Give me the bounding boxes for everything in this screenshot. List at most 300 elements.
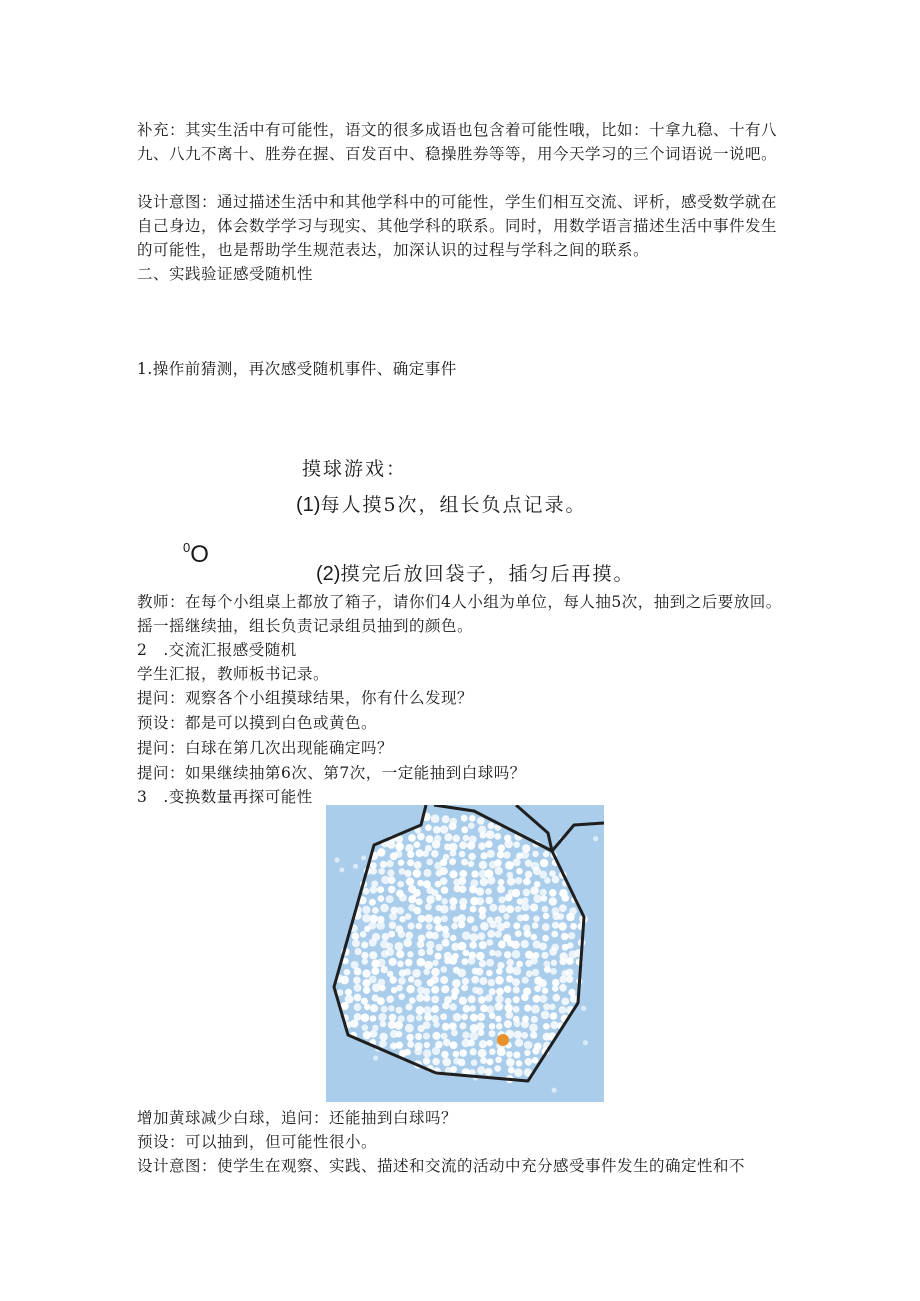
- white-ball: [382, 933, 390, 941]
- white-ball: [406, 1034, 413, 1041]
- white-ball: [431, 814, 440, 823]
- white-ball: [389, 921, 397, 929]
- white-ball: [486, 1005, 494, 1013]
- white-ball: [498, 896, 505, 903]
- white-ball: [433, 1021, 440, 1028]
- white-ball: [431, 996, 439, 1004]
- white-ball: [530, 957, 537, 964]
- white-ball: [388, 931, 395, 938]
- white-ball: [516, 961, 523, 968]
- white-ball: [397, 961, 404, 968]
- white-ball: [432, 1058, 440, 1066]
- white-ball: [396, 1007, 403, 1014]
- white-ball: [489, 1048, 496, 1055]
- white-ball: [505, 998, 512, 1005]
- question-line: 提问：白球在第几次出现能确定吗？: [137, 739, 394, 757]
- white-ball: [441, 1051, 448, 1058]
- white-ball: [477, 1013, 485, 1021]
- step-3-heading: 3 .变换数量再探可能性: [137, 788, 313, 806]
- white-ball: [479, 861, 488, 870]
- white-ball: [532, 1057, 539, 1064]
- white-ball: [530, 1032, 537, 1039]
- white-ball: [368, 921, 376, 929]
- white-ball: [505, 1004, 513, 1012]
- white-ball: [417, 958, 426, 967]
- white-ball: [468, 822, 475, 829]
- white-ball: [436, 895, 442, 901]
- white-ball: [417, 833, 425, 841]
- teacher-paragraph: 教师：在每个小组桌上都放了箱子，请你们4人小组为单位，每人抽5次，抽到之后要放回。摇一摇继续抽，组长负责记录组员抽到的颜色。: [137, 593, 782, 635]
- white-ball: [449, 1003, 457, 1011]
- white-ball: [469, 815, 476, 822]
- preset-line: 预设：都是可以摸到白色或黄色。: [137, 714, 378, 732]
- white-ball: [552, 985, 558, 991]
- white-ball: [515, 1039, 523, 1047]
- white-ball: [559, 1006, 567, 1014]
- white-ball: [525, 951, 533, 959]
- white-ball: [479, 941, 487, 949]
- white-ball: [458, 1059, 466, 1067]
- white-ball: [370, 1015, 377, 1022]
- white-ball: [453, 1051, 460, 1058]
- white-ball: [431, 1005, 439, 1013]
- white-ball: [504, 986, 511, 993]
- white-ball: [350, 1019, 358, 1027]
- white-ball: [559, 922, 567, 930]
- white-ball: [534, 985, 541, 992]
- white-ball: [380, 904, 389, 913]
- white-ball: [361, 941, 368, 948]
- stray-superscript: 0: [183, 540, 191, 555]
- white-ball: [355, 948, 362, 955]
- white-ball: [566, 969, 574, 977]
- white-ball: [479, 913, 486, 920]
- white-ball: [505, 1011, 513, 1019]
- white-ball: [525, 871, 533, 879]
- white-ball: [506, 959, 513, 966]
- white-ball: [468, 957, 476, 965]
- white-ball: [386, 995, 394, 1003]
- white-ball: [559, 984, 567, 992]
- white-ball: [398, 860, 404, 866]
- white-ball: [552, 1088, 557, 1093]
- white-ball: [431, 976, 439, 984]
- white-ball: [461, 859, 468, 866]
- white-ball: [566, 913, 575, 922]
- white-ball: [388, 876, 396, 884]
- white-ball: [490, 921, 497, 928]
- white-ball: [506, 905, 514, 913]
- white-ball: [380, 861, 387, 868]
- white-ball: [431, 850, 439, 858]
- white-ball: [399, 916, 405, 922]
- white-ball: [363, 1031, 371, 1039]
- white-ball: [416, 898, 423, 905]
- white-ball: [505, 861, 514, 870]
- white-ball: [559, 904, 567, 912]
- white-ball: [507, 872, 514, 879]
- white-ball: [568, 932, 575, 939]
- white-ball: [480, 878, 488, 886]
- white-ball: [442, 931, 450, 939]
- white-ball: [449, 822, 457, 830]
- white-ball: [521, 1032, 528, 1039]
- white-ball: [478, 842, 486, 850]
- white-ball: [461, 984, 468, 991]
- preset-line: 预设：可以抽到，但可能性很小。: [137, 1133, 378, 1151]
- white-ball: [442, 1023, 450, 1031]
- white-ball: [567, 942, 573, 948]
- white-ball: [471, 976, 479, 984]
- white-ball: [404, 968, 411, 975]
- white-ball: [399, 868, 406, 875]
- white-ball: [414, 979, 422, 987]
- white-ball: [381, 1006, 388, 1013]
- white-ball: [387, 841, 395, 849]
- white-ball: [495, 867, 503, 875]
- white-ball: [450, 935, 457, 942]
- white-ball: [389, 1014, 397, 1022]
- question-line: 提问：观察各个小组摸球结果，你有什么发现？: [137, 689, 474, 707]
- white-ball: [557, 913, 564, 920]
- white-ball: [381, 966, 388, 973]
- white-ball: [476, 887, 484, 895]
- white-ball: [459, 1022, 466, 1029]
- white-ball: [371, 967, 379, 975]
- white-ball: [459, 870, 467, 878]
- white-ball: [459, 1049, 467, 1057]
- white-ball: [543, 1003, 550, 1010]
- white-ball: [470, 1014, 478, 1022]
- white-ball: [498, 905, 507, 914]
- question-line: 提问：如果继续抽第6次、第7次，一定能抽到白球吗？: [137, 764, 526, 782]
- white-ball: [460, 903, 467, 910]
- white-ball: [513, 922, 520, 929]
- white-ball: [461, 826, 468, 833]
- white-ball: [570, 923, 577, 930]
- white-ball: [441, 1033, 448, 1040]
- white-ball: [414, 841, 421, 848]
- white-ball: [479, 960, 486, 967]
- white-ball: [405, 913, 412, 920]
- white-ball: [339, 867, 344, 872]
- white-ball: [478, 932, 486, 940]
- white-ball: [522, 977, 529, 984]
- white-ball: [544, 877, 551, 884]
- white-ball: [440, 877, 448, 885]
- white-ball: [549, 1004, 555, 1010]
- white-ball: [559, 976, 567, 984]
- white-ball: [533, 894, 542, 903]
- white-ball: [432, 840, 441, 849]
- white-ball: [362, 1024, 369, 1031]
- yellow-ball: [497, 1034, 509, 1046]
- white-ball: [503, 851, 510, 858]
- white-ball: [516, 1060, 522, 1066]
- white-ball: [496, 988, 504, 996]
- white-ball: [566, 957, 574, 965]
- white-ball: [370, 886, 378, 894]
- white-ball: [395, 842, 404, 851]
- white-ball: [470, 1032, 479, 1041]
- white-ball: [426, 835, 434, 843]
- white-ball: [441, 915, 448, 922]
- white-ball: [377, 997, 385, 1005]
- white-ball: [524, 930, 532, 938]
- white-ball: [530, 886, 539, 895]
- white-ball: [494, 833, 501, 840]
- white-ball: [486, 970, 493, 977]
- white-ball: [543, 1023, 550, 1030]
- white-ball: [471, 870, 478, 877]
- student-report-line: 学生汇报，教师板书记录。: [137, 665, 330, 683]
- white-ball: [362, 969, 370, 977]
- white-ball: [372, 983, 381, 992]
- white-ball: [440, 905, 449, 914]
- white-ball: [404, 1049, 411, 1056]
- white-ball: [397, 881, 404, 888]
- white-ball: [335, 857, 340, 862]
- white-ball: [496, 1023, 503, 1030]
- white-ball: [552, 876, 560, 884]
- white-ball: [416, 994, 424, 1002]
- white-ball: [440, 825, 449, 834]
- white-ball: [372, 907, 379, 914]
- white-ball: [425, 914, 434, 923]
- white-ball: [377, 959, 386, 968]
- white-ball: [424, 1013, 432, 1021]
- white-ball: [396, 1031, 403, 1038]
- white-ball: [450, 1041, 458, 1049]
- white-ball: [432, 1047, 440, 1055]
- white-ball: [353, 977, 361, 985]
- stray-char: O: [190, 541, 209, 568]
- white-ball: [514, 1031, 522, 1039]
- white-ball: [450, 1066, 457, 1073]
- white-ball: [432, 1032, 440, 1040]
- white-ball: [513, 1052, 520, 1059]
- white-ball: [379, 1040, 387, 1048]
- white-ball: [570, 995, 578, 1003]
- white-ball: [476, 968, 484, 976]
- white-ball: [426, 941, 434, 949]
- white-ball: [362, 958, 369, 965]
- white-ball: [467, 916, 474, 923]
- white-ball: [515, 906, 522, 913]
- white-ball: [405, 932, 413, 940]
- white-ball: [494, 1065, 501, 1072]
- white-ball: [553, 994, 561, 1002]
- stray-mark: [183, 540, 209, 569]
- white-ball: [423, 1021, 431, 1029]
- white-ball: [442, 1002, 449, 1009]
- white-ball: [440, 966, 447, 973]
- white-ball: [404, 870, 411, 877]
- white-ball: [414, 1048, 422, 1056]
- white-ball: [489, 950, 496, 957]
- white-ball: [353, 864, 358, 869]
- white-ball: [453, 1013, 462, 1022]
- white-ball: [436, 944, 443, 951]
- white-ball: [507, 877, 515, 885]
- white-ball: [416, 1006, 425, 1015]
- white-ball: [533, 995, 541, 1003]
- white-ball: [354, 994, 362, 1002]
- white-ball: [461, 1014, 468, 1021]
- white-ball: [552, 922, 559, 929]
- white-ball: [369, 899, 376, 906]
- white-ball: [442, 939, 450, 947]
- rule-number: (1): [296, 494, 321, 516]
- white-ball: [369, 939, 377, 947]
- white-ball: [407, 1014, 415, 1022]
- white-ball: [457, 969, 466, 978]
- white-ball: [487, 1058, 494, 1065]
- white-ball: [480, 1057, 487, 1064]
- white-ball: [378, 895, 385, 902]
- white-ball: [504, 1020, 512, 1028]
- white-ball: [426, 859, 433, 866]
- white-ball: [524, 1005, 531, 1012]
- white-ball: [478, 1029, 485, 1036]
- white-ball: [524, 1050, 530, 1056]
- white-ball: [370, 1004, 378, 1012]
- white-ball: [426, 895, 435, 904]
- white-ball: [416, 1015, 423, 1022]
- white-ball: [542, 906, 549, 913]
- white-ball: [417, 941, 425, 949]
- white-ball: [508, 1067, 515, 1074]
- white-ball: [532, 851, 538, 857]
- white-ball: [451, 993, 458, 1000]
- white-ball: [407, 851, 414, 858]
- white-ball: [506, 1058, 515, 1067]
- white-ball: [523, 889, 531, 897]
- white-ball: [477, 817, 485, 825]
- white-ball: [550, 1012, 558, 1020]
- white-ball: [398, 977, 406, 985]
- white-ball: [495, 1057, 502, 1064]
- white-ball: [417, 880, 424, 887]
- white-ball: [512, 978, 520, 986]
- white-ball: [408, 976, 415, 983]
- white-ball: [361, 1013, 370, 1022]
- white-ball: [376, 921, 385, 930]
- game-rule-2: [316, 559, 634, 586]
- white-ball: [467, 841, 475, 849]
- white-ball: [416, 849, 424, 857]
- white-ball: [458, 921, 465, 928]
- white-ball: [396, 950, 404, 958]
- white-ball: [449, 956, 457, 964]
- white-ball: [379, 1033, 387, 1041]
- white-ball: [495, 1016, 502, 1023]
- white-ball: [423, 988, 431, 996]
- white-ball: [462, 1031, 470, 1039]
- white-ball: [361, 952, 368, 959]
- white-ball: [498, 844, 505, 851]
- white-ball: [449, 870, 457, 878]
- white-ball: [583, 1040, 588, 1045]
- white-ball: [479, 1040, 487, 1048]
- white-ball: [494, 859, 502, 867]
- white-ball: [512, 889, 520, 897]
- white-ball: [435, 924, 443, 932]
- white-ball: [440, 859, 447, 866]
- white-ball: [450, 850, 457, 857]
- white-ball: [504, 951, 511, 958]
- design-intent-paragraph: 设计意图：通过描述生活中和其他学科中的可能性，学生们相互交流、评析，感受数学就在自己身边，体会数学学习与现实、其他学科的联系。同时，用数学语言描述生活中事件发生的可能性，也是帮助学生规范表达，加深认识的过程与学科之间的联系。: [137, 193, 778, 259]
- white-ball: [386, 948, 394, 956]
- white-ball: [413, 869, 421, 877]
- white-ball: [476, 987, 484, 995]
- white-ball: [453, 835, 461, 843]
- white-ball: [550, 1021, 558, 1029]
- white-ball: [495, 976, 504, 985]
- white-ball: [531, 1005, 540, 1014]
- white-ball: [469, 941, 477, 949]
- white-ball: [406, 877, 414, 885]
- white-ball: [540, 859, 548, 867]
- white-ball: [468, 1039, 475, 1046]
- white-ball: [486, 959, 494, 967]
- white-ball: [489, 1013, 496, 1020]
- white-ball: [530, 903, 538, 911]
- white-ball: [542, 923, 550, 931]
- white-ball: [540, 889, 547, 896]
- white-ball: [459, 851, 466, 858]
- white-ball: [423, 969, 430, 976]
- white-ball: [539, 995, 547, 1003]
- white-ball: [521, 940, 529, 948]
- white-ball: [380, 1021, 387, 1028]
- white-ball: [369, 976, 377, 984]
- white-ball: [566, 976, 573, 983]
- white-ball: [469, 1005, 476, 1012]
- white-ball: [459, 841, 467, 849]
- white-ball: [505, 894, 513, 902]
- white-ball: [362, 906, 370, 914]
- white-ball: [405, 1024, 414, 1033]
- white-ball: [407, 1041, 414, 1048]
- white-ball: [487, 930, 495, 938]
- white-ball: [544, 966, 551, 973]
- white-ball: [369, 951, 377, 959]
- white-ball: [526, 970, 533, 977]
- white-ball: [361, 855, 366, 860]
- white-ball: [503, 913, 509, 919]
- white-ball: [522, 914, 529, 921]
- white-ball: [387, 869, 394, 876]
- white-ball: [373, 1055, 378, 1060]
- white-ball: [364, 1004, 371, 1011]
- white-ball: [363, 987, 370, 994]
- white-ball: [414, 861, 422, 869]
- white-ball: [441, 898, 448, 905]
- white-ball: [452, 979, 461, 988]
- white-ball: [521, 903, 530, 912]
- white-ball: [351, 932, 359, 940]
- white-ball: [397, 907, 405, 915]
- white-ball: [561, 933, 569, 941]
- white-ball: [441, 886, 449, 894]
- white-ball: [468, 861, 474, 867]
- white-ball: [476, 952, 485, 961]
- rule-number: (2): [316, 563, 341, 585]
- white-ball: [533, 916, 540, 923]
- white-ball: [431, 932, 439, 940]
- white-ball: [488, 822, 495, 829]
